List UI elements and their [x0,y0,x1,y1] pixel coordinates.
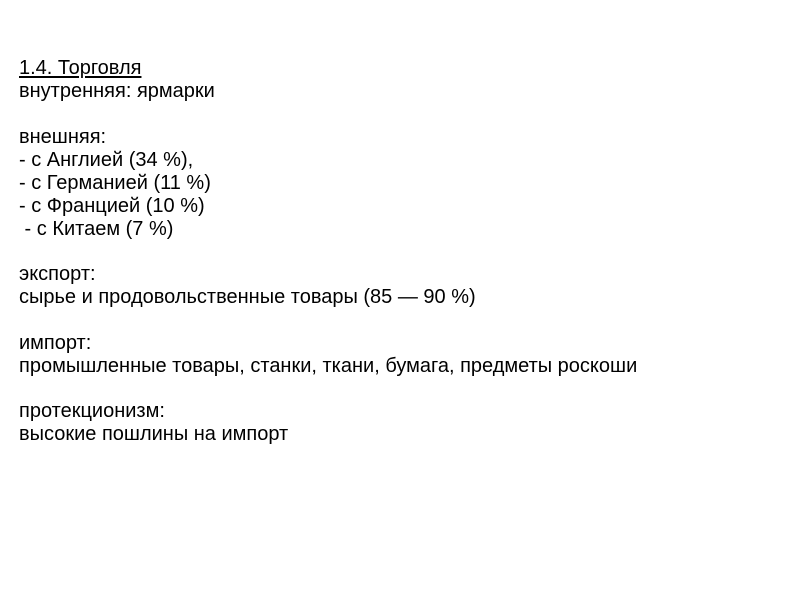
spacer [19,103,789,126]
import-value: промышленные товары, станки, ткани, бумага, предметы роскоши [19,354,638,377]
slide-text-block [19,57,789,446]
spacer [19,309,789,332]
export-value: сырье и продовольственные товары (85 — 90 %) [19,286,476,308]
external-trade-label: внешняя: [19,125,107,148]
trade-partner-germany: - с Германией (11 %) [19,171,211,194]
trade-partner-france: - с Францией (10 %) [19,194,205,217]
trade-partner-china: - с Китаем (7 %) [19,217,174,240]
trade-partner-england: - с Англией (34 %), [19,148,194,171]
spacer [19,378,789,401]
protectionism-label: протекционизм: [19,400,165,422]
spacer [19,241,789,264]
export-label: экспорт: [19,263,96,285]
section-heading: 1.4. Торговля [19,57,142,79]
import-label: импорт: [19,331,92,354]
internal-trade-line: внутренняя: ярмарки [19,80,215,102]
protectionism-value: высокие пошлины на импорт [19,423,289,445]
